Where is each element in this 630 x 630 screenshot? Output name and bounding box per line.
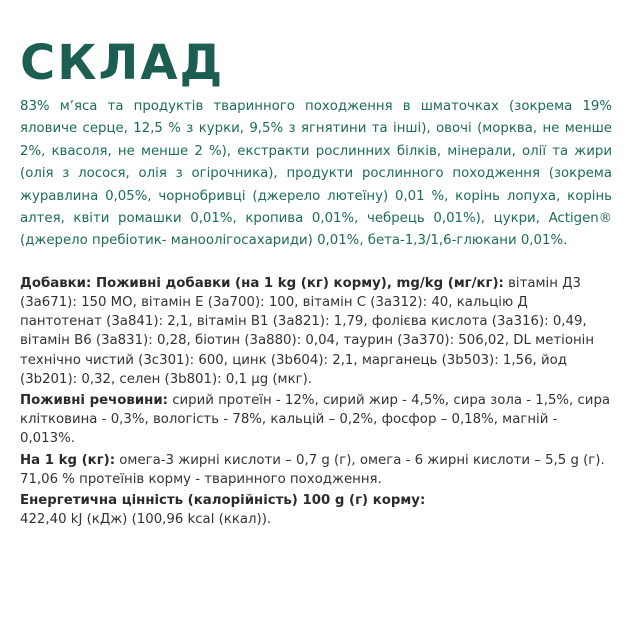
additives-text: вітамін Д3 (3a671): 150 МО, вітамін Е (3a700): 100, вітамін С (3a312): 40, кальцію Д пантотенат (3a841): 2,1, вітамін В1 (3a821): 1,79, фолієва кислота (3a316): 0,49, вітамін В6 (3a831): 0,28, біотин (3a880): 0,04, таурин (3a370): 506,02, DL метіонін технічно чистий (3c301): 600, цинк (3b604): 2,1, марганець (3b503): 1,56, йод (3b201): 0,32, селен (3b801): 0,1 µg (мкг). — [20, 275, 595, 387]
per-kg-section — [20, 451, 612, 489]
additives-section — [20, 274, 612, 389]
energy-text: 422,40 kJ (кДж) (100,96 kcal (ккал)). — [20, 512, 272, 528]
per-kg-label: На 1 kg (кг): — [20, 452, 116, 468]
per-kg-text: омега-3 жирні кислоти – 0,7 g (г), омега - 6 жирні кислоти – 5,5 g (г). 71,06 % протеїнів корму - тваринного походження. — [20, 452, 605, 487]
nutrients-label: Поживні речовини: — [20, 393, 168, 409]
nutrients-text: сирий протеїн - 12%, сирий жир - 4,5%, сира зола - 1,5%, сира клітковина - 0,3%, вологість - 78%, кальцій – 0,2%, фосфор – 0,18%, магній - 0,013%. — [20, 393, 611, 447]
energy-section — [20, 491, 612, 529]
energy-label: Енергетична цінність (калорійність) 100 g (г) корму: — [20, 493, 426, 509]
composition-text: 83% м’яса та продуктів тваринного походження в шматочках (зокрема 19% яловиче серце, 12,5 % з курки, 9,5% з ягнятини та інші), овочі (морква, не менше 2%, квасоля, не менше 2 %), екстракти рослинних білків, мінерали, олії та жири (олія з лосося, олія з огірочника), продукти рослинного походження (зокрема журавлина 0,05%, чорнобривці (джерело лютеїну) 0,01 %, корінь лопуха, корінь алтея, квіти ромашки 0,01%, кропива 0,01%, чебрець 0,01%), цукри, Actigen® (джерело пребіотик- маноолігосахариди) 0,01%, бета-1,3/1,6-глюкани 0,01%. — [20, 99, 612, 249]
nutrients-section — [20, 391, 612, 449]
additives-label: Добавки: Поживні добавки (на 1 kg (кг) корму), mg/kg (мг/кг): — [20, 275, 504, 291]
page-title: СКЛАД — [20, 35, 225, 91]
